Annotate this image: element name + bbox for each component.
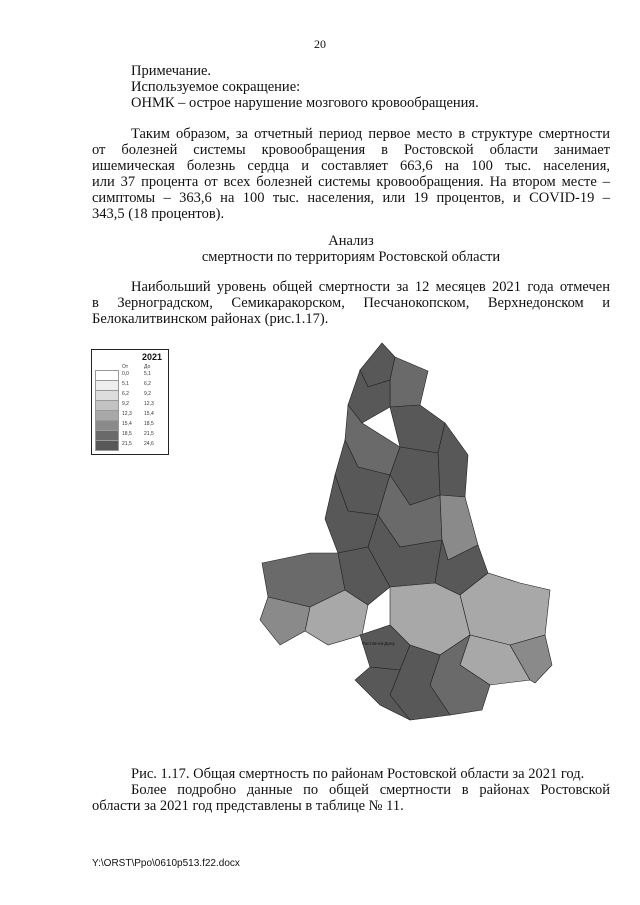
paragraph-1-line: Таким образом, за отчетный период первое место в структуре смертности bbox=[131, 126, 610, 142]
legend-range-from: 15,4 bbox=[122, 421, 132, 427]
note-title: Примечание. bbox=[131, 63, 212, 79]
region-map bbox=[250, 335, 560, 725]
paragraph-1-line: 343,5 (18 процентов). bbox=[92, 206, 225, 222]
file-path-footer: Y:\ORST\Ppo\0610p513.f22.docx bbox=[92, 858, 240, 869]
legend-range-to: 9,2 bbox=[144, 391, 151, 397]
legend-range-from: 6,2 bbox=[122, 391, 129, 397]
section-heading: Анализ bbox=[328, 233, 374, 249]
paragraph-2-line: в Зерноградском, Семикаракорском, Песчанокопском, Верхнедонском и bbox=[92, 295, 610, 311]
legend-from-header: От bbox=[122, 364, 129, 370]
paragraph-1-line: или 37 процента от всех болезней системы кровообращения. На втором месте – bbox=[92, 174, 610, 190]
map-district bbox=[438, 423, 468, 497]
section-subheading: смертности по территориям Ростовской области bbox=[201, 249, 501, 265]
legend-range-from: 9,2 bbox=[122, 401, 129, 407]
legend-range-from: 5,1 bbox=[122, 381, 129, 387]
legend-range-from: 18,5 bbox=[122, 431, 132, 437]
abbreviation-label: Используемое сокращение: bbox=[131, 79, 301, 95]
legend-range-to: 15,4 bbox=[144, 411, 154, 417]
paragraph-1-line: симптомы – 363,6 на 100 тыс. населения, или 19 процентов, и COVID-19 – bbox=[92, 190, 610, 206]
legend-range-to: 21,5 bbox=[144, 431, 154, 437]
paragraph-1-line: от болезней системы кровообращения в Ростовской области занимает bbox=[92, 142, 610, 158]
legend-range-from: 0,0 bbox=[122, 371, 129, 377]
figure-caption: Рис. 1.17. Общая смертность по районам Ростовской области за 2021 год. bbox=[131, 766, 585, 782]
legend-to-header: До bbox=[144, 364, 151, 370]
legend-range-to: 6,2 bbox=[144, 381, 151, 387]
legend-range-from: 12,3 bbox=[122, 411, 132, 417]
paragraph-3-line: Более подробно данные по общей смертности в районах Ростовской bbox=[131, 782, 610, 798]
legend-range-to: 12,3 bbox=[144, 401, 154, 407]
abbreviation-text: ОНМК – острое нарушение мозгового кровообращения. bbox=[131, 95, 479, 111]
map-district bbox=[390, 357, 428, 407]
page-number: 20 bbox=[314, 37, 326, 51]
paragraph-1-line: ишемическая болезнь сердца и составляет 663,6 на 100 тыс. населения, bbox=[92, 158, 610, 174]
paragraph-2-line: Наибольший уровень общей смертности за 12 месяцев 2021 года отмечен bbox=[131, 279, 610, 295]
map-legend bbox=[91, 349, 169, 455]
legend-range-to: 18,5 bbox=[144, 421, 154, 427]
legend-range-from: 21,5 bbox=[122, 441, 132, 447]
legend-swatch bbox=[95, 440, 119, 451]
legend-range-to: 24,6 bbox=[144, 441, 154, 447]
paragraph-2-line: Белокалитвинском районах (рис.1.17). bbox=[92, 311, 329, 327]
map-label: Ростов-на-Дону bbox=[362, 641, 395, 646]
paragraph-3-line: области за 2021 год представлены в таблице № 11. bbox=[92, 798, 404, 814]
legend-range-to: 5,1 bbox=[144, 371, 151, 377]
legend-year: 2021 bbox=[142, 352, 163, 362]
